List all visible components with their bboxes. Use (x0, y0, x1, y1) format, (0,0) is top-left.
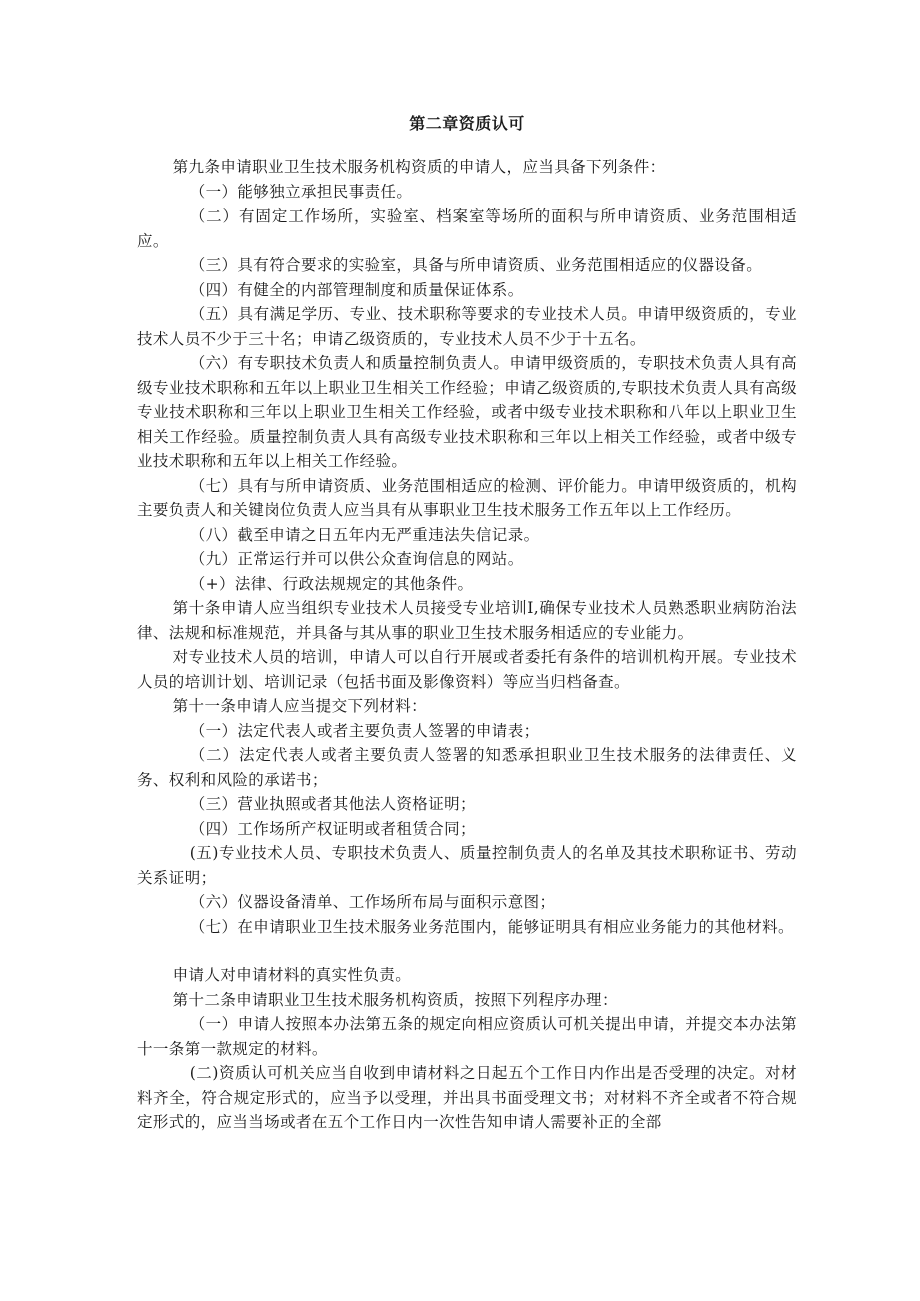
article-9-intro: 第九条申请职业卫生技术服务机构资质的申请人，应当具备下列条件： (172, 158, 666, 176)
article-9-item-2: （二）有固定工作场所，实验室、档案室等场所的面积与所申请资质、业务范围相适应。 (137, 207, 797, 250)
article-11-item-2: （二）法定代表人或者主要负责人签署的知悉承担职业卫生技术服务的法律责任、义务、权利和风险的承诺书； (137, 746, 797, 789)
article-11-responsibility: 申请人对申请材料的真实性负责。 (172, 966, 412, 984)
article-12-intro: 第十二条申请职业卫生技术服务机构资质，按照下列程序办理： (172, 990, 618, 1009)
article-11-intro: 第十一条申请人应当提交下列材料： (172, 697, 428, 715)
article-10-training: 对专业技术人员的培训，申请人可以自行开展或者委托有条件的培训机构开展。专业技术人员的培训计划、培训记录（包括书面及影像资料）等应当归档备查。 (137, 648, 797, 691)
article-9-item-5: （五）具有满足学历、专业、技术职称等要求的专业技术人员。申请甲级资质的，专业技术人员不少于三十名；申请乙级资质的，专业技术人员不少于十五名。 (137, 305, 797, 348)
article-9-item-10: （+）法律、行政法规规定的其他条件。 (189, 574, 474, 593)
article-9-item-1: （一）能够独立承担民事责任。 (189, 182, 413, 201)
article-9-item-7: （七）具有与所申请资质、业务范围相适应的检测、评价能力。申请甲级资质的，机构主要负责人和关键岗位负责人应当具有从事职业卫生技术服务工作五年以上工作经历。 (137, 476, 797, 519)
article-12-item-1: （一）申请人按照本办法第五条的规定向相应资质认可机关提出申请，并提交本办法第十一条第一款规定的材料。 (137, 1015, 797, 1058)
article-9-item-9: （九）正常运行并可以供公众查询信息的网站。 (189, 550, 524, 568)
article-10: 第十条申请人应当组织专业技术人员接受专业培训I,确保专业技术人员熟悉职业病防治法律、法规和标准规范，并具备与其从事的职业卫生技术服务相适应的专业能力。 (137, 599, 797, 642)
article-12-item-2: (二)资质认可机关应当自收到申请材料之日起五个工作日内作出是否受理的决定。对材料齐全，符合规定形式的，应当予以受理，并出具书面受理文书；对材料不齐全或者不符合规定形式的，应当当场或者在五个工作日内一次性告知申请人需要补正的全部 (137, 1064, 797, 1131)
article-11-item-5: (五)专业技术人员、专职技术负责人、质量控制负责人的名单及其技术职称证书、劳动关系证明； (137, 844, 797, 887)
chapter-title: 第二章资质认可 (409, 114, 525, 133)
article-9-item-6: （六）有专职技术负责人和质量控制负责人。申请甲级资质的，专职技术负责人具有高级专业技术职称和五年以上职业卫生相关工作经验；申请乙级资质的,专职技术负责人具有高级专业技术职称和三年以上职业卫生相关工作经验，或者中级专业技术职称和八年以上职业卫生相关工作经验。质量控制负责人具有高级专业技术职称和三年以上相关工作经验，或者中级专业技术职称和五年以上相关工作经验。 (137, 354, 797, 470)
article-9-item-8: （八）截至申请之日五年内无严重违法失信记录。 (189, 525, 540, 544)
document-page (137, 112, 797, 1135)
article-11-item-7: （七）在申请职业卫生技术服务业务范围内，能够证明具有相应业务能力的其他材料。 (189, 917, 794, 936)
article-9-item-3: （三）具有符合要求的实验室，具备与所申请资质、业务范围相适应的仪器设备。 (189, 256, 763, 274)
article-9-item-4: （四）有健全的内部管理制度和质量保证体系。 (189, 280, 524, 299)
article-11-item-1: （一）法定代表人或者主要负责人签署的申请表； (189, 721, 540, 740)
paragraph-gap (137, 939, 797, 963)
article-11-item-3: （三）营业执照或者其他法人资格证明； (189, 795, 476, 813)
article-11-item-6: （六）仪器设备清单、工作场所布局与面积示意图； (189, 893, 556, 911)
article-11-item-4: （四）工作场所产权证明或者租赁合同； (189, 819, 476, 838)
